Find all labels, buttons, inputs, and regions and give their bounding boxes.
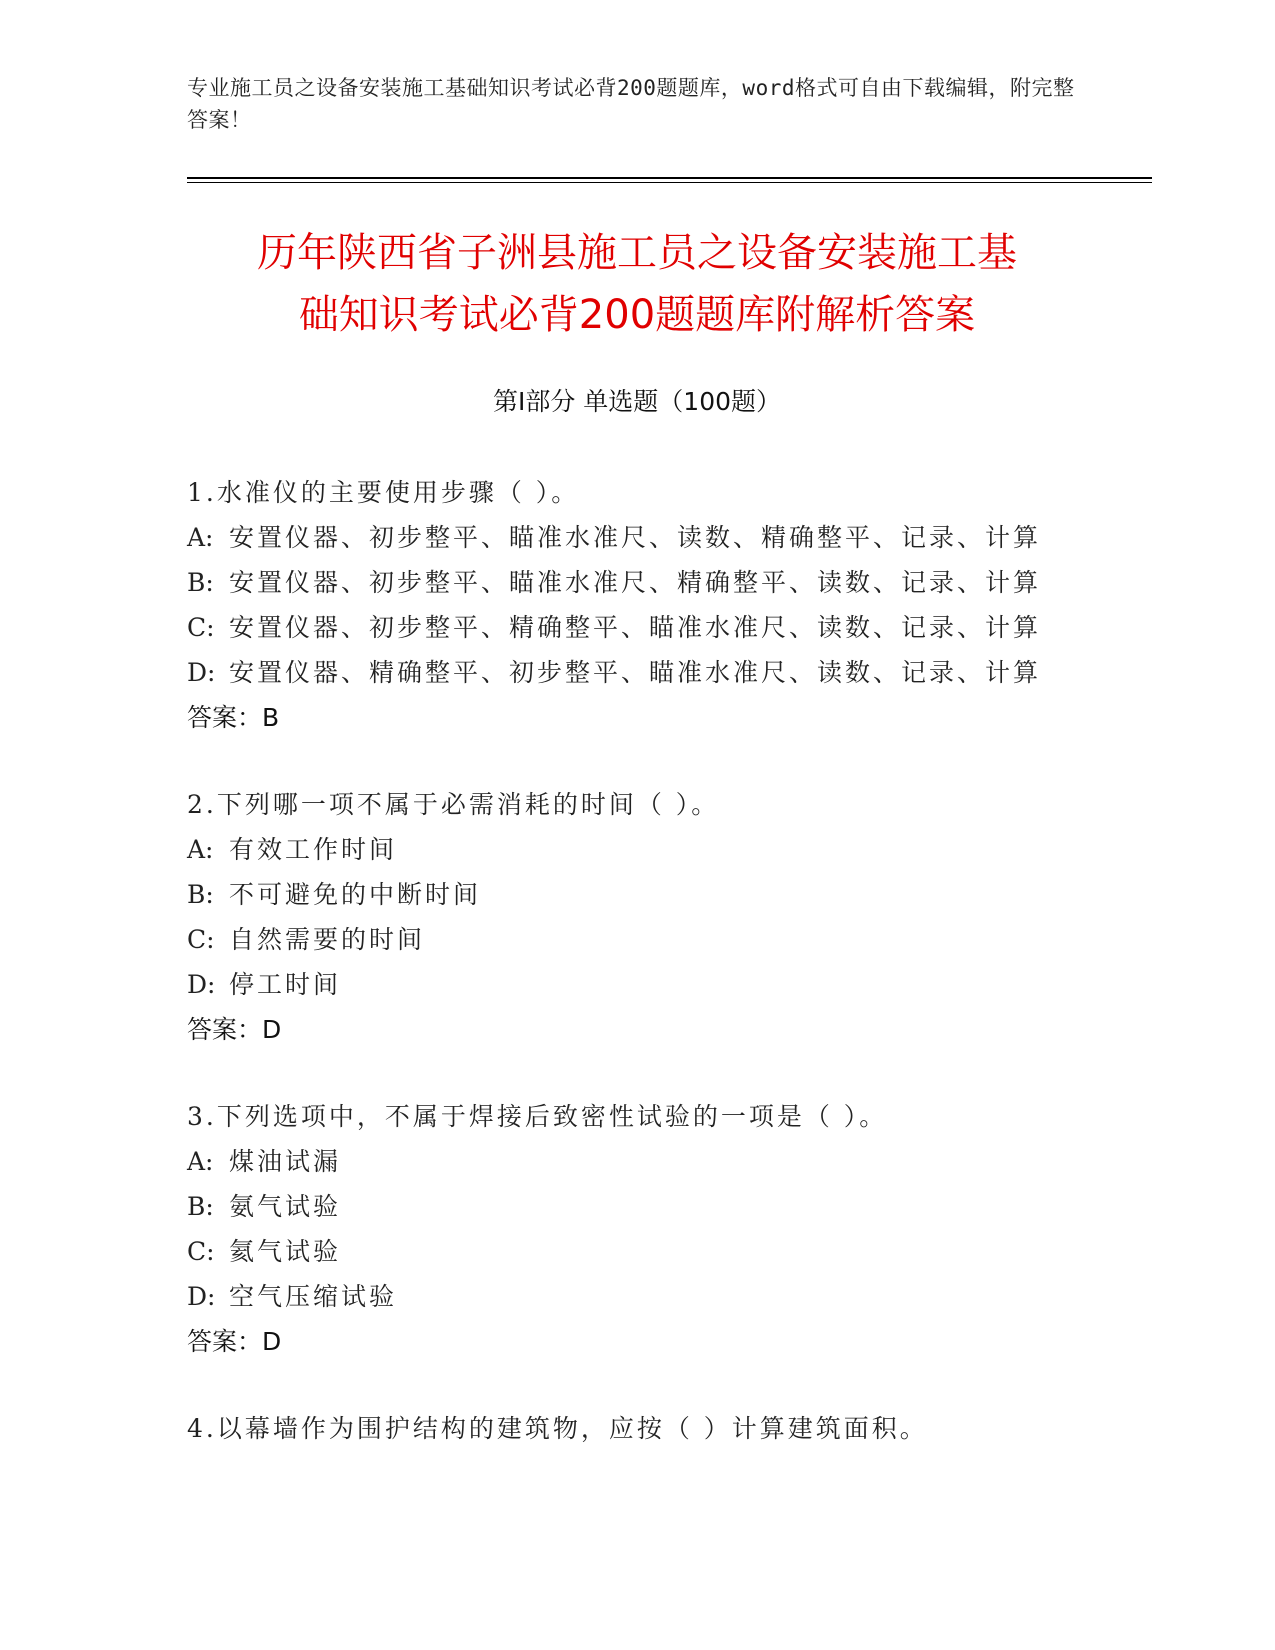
question-stem: 2.下列哪一项不属于必需消耗的时间（ ）。 <box>187 790 720 819</box>
option-text: 煤油试漏 <box>229 1147 342 1176</box>
document-title-line-1: 历年陕西省子洲县施工员之设备安装施工基 <box>257 230 1017 276</box>
option-text: 安置仪器、初步整平、瞄准水准尺、读数、精确整平、记录、计算 <box>229 523 1042 552</box>
answer-line: 答案：B <box>187 703 280 732</box>
option-text: 有效工作时间 <box>229 835 398 864</box>
question-2 <box>187 782 1087 1052</box>
option-letter: D: <box>187 658 216 687</box>
option-b <box>187 560 1087 605</box>
option-a <box>187 1139 1087 1184</box>
option-letter: D: <box>187 970 216 999</box>
option-letter: D: <box>187 1282 216 1311</box>
option-text: 氦气试验 <box>229 1237 342 1266</box>
option-d <box>187 1274 1087 1319</box>
question-1 <box>187 470 1087 740</box>
option-letter: B: <box>187 1192 214 1221</box>
option-letter: B: <box>187 568 214 597</box>
option-letter: B: <box>187 880 214 909</box>
option-b <box>187 1184 1087 1229</box>
header-note: 专业施工员之设备安装施工基础知识考试必背200题题库，word格式可自由下载编辑，附完整答案！ <box>187 76 1075 132</box>
option-d <box>187 962 1087 1007</box>
option-letter: C: <box>187 925 215 954</box>
option-c <box>187 1229 1087 1274</box>
option-text: 安置仪器、精确整平、初步整平、瞄准水准尺、读数、记录、计算 <box>229 658 1042 687</box>
question-4 <box>187 1406 1087 1451</box>
option-text: 空气压缩试验 <box>229 1282 398 1311</box>
header-divider-thick <box>187 177 1152 179</box>
option-c <box>187 917 1087 962</box>
option-letter: A: <box>187 835 214 864</box>
option-d <box>187 650 1087 695</box>
question-stem: 3.下列选项中，不属于焊接后致密性试验的一项是（ ）。 <box>187 1102 888 1131</box>
document-title <box>187 222 1087 346</box>
option-b <box>187 872 1087 917</box>
option-a <box>187 515 1087 560</box>
option-letter: C: <box>187 1237 215 1266</box>
option-text: 不可避免的中断时间 <box>229 880 482 909</box>
option-letter: A: <box>187 1147 214 1176</box>
answer-line: 答案：D <box>187 1015 282 1044</box>
option-a <box>187 827 1087 872</box>
question-stem: 1.水准仪的主要使用步骤（ ）。 <box>187 478 580 507</box>
header-divider-thin <box>187 182 1152 183</box>
option-text: 氨气试验 <box>229 1192 342 1221</box>
answer-line: 答案：D <box>187 1327 282 1356</box>
option-text: 自然需要的时间 <box>229 925 426 954</box>
question-stem: 4.以幕墙作为围护结构的建筑物，应按（ ）计算建筑面积。 <box>187 1414 928 1443</box>
section-title: 第Ⅰ部分 单选题（100题） <box>492 387 782 416</box>
option-letter: A: <box>187 523 214 552</box>
option-text: 安置仪器、初步整平、瞄准水准尺、精确整平、读数、记录、计算 <box>229 568 1042 597</box>
question-3 <box>187 1094 1087 1364</box>
option-c <box>187 605 1087 650</box>
question-list <box>187 470 1087 1493</box>
option-letter: C: <box>187 613 215 642</box>
option-text: 安置仪器、初步整平、精确整平、瞄准水准尺、读数、记录、计算 <box>229 613 1042 642</box>
option-text: 停工时间 <box>229 970 342 999</box>
document-title-line-2: 础知识考试必背200题题库附解析答案 <box>298 292 976 338</box>
